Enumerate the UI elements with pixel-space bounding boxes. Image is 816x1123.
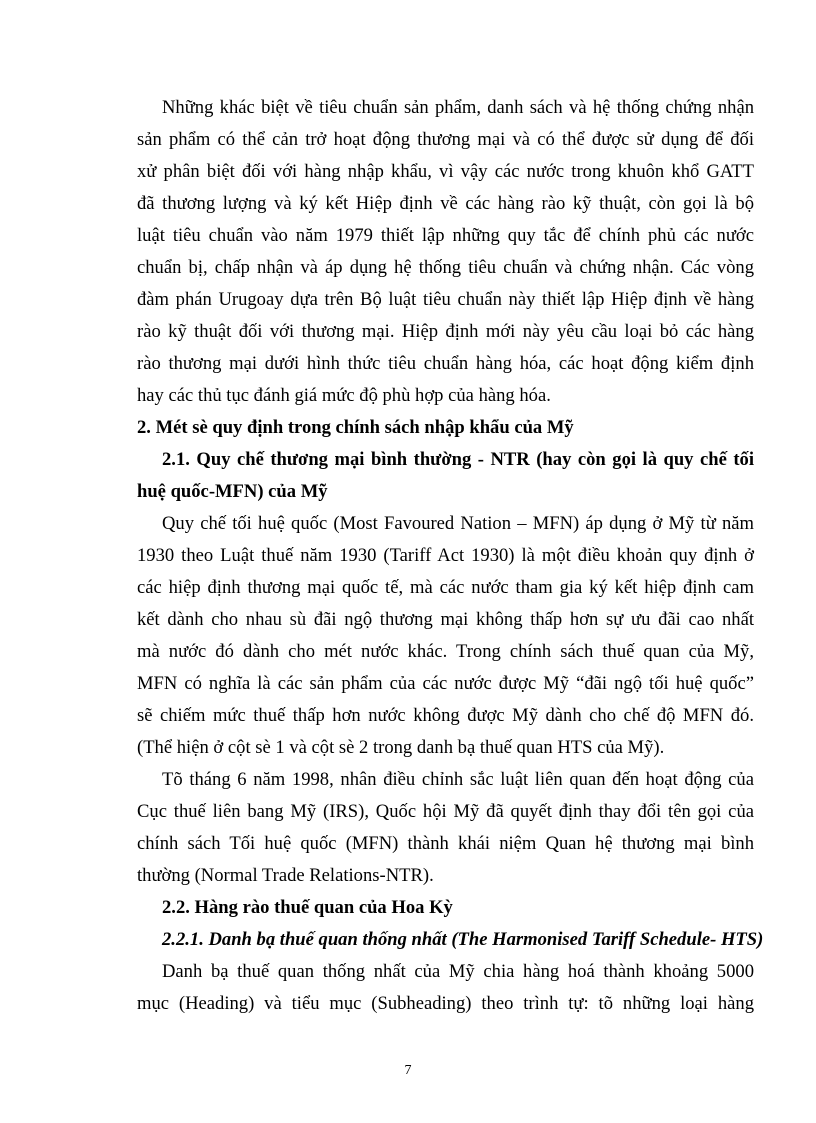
text-line: rào kỹ thuật đối với thương mại. Hiệp định mới này yêu cầu loại bỏ các hàng (137, 321, 754, 342)
text-line: 2.2.1. Danh bạ thuế quan thống nhất (The Harmonised Tariff Schedule- HTS) (162, 929, 764, 950)
text-line: sản phẩm có thể cản trở hoạt động thương mại và có thể được sử dụng để đối (137, 129, 754, 150)
text-line: rào thương mại dưới hình thức tiêu chuẩn hàng hóa, các hoạt động kiểm định (137, 353, 754, 374)
text-line: (Thể hiện ở cột sè 1 và cột sè 2 trong danh bạ thuế quan HTS của Mỹ). (137, 737, 665, 758)
text-line: thường (Normal Trade Relations-NTR). (137, 865, 434, 886)
text-line: mà nước đó dành cho mét nước khác. Trong chính sách thuế quan của Mỹ, (137, 641, 754, 662)
text-line: xử phân biệt đối với hàng nhập khẩu, vì vậy các nước trong khuôn khổ GATT (137, 161, 754, 182)
text-line: chuẩn bị, chấp nhận và áp dụng hệ thống tiêu chuẩn và chứng nhận. Các vòng (137, 257, 754, 278)
text-line: đàm phán Urugoay dựa trên Bộ luật tiêu chuẩn này thiết lập Hiệp định về hàng (137, 289, 754, 310)
text-line: chính sách Tối huệ quốc (MFN) thành khái niệm Quan hệ thương mại bình (137, 833, 754, 854)
text-line: 2.2. Hàng rào thuế quan của Hoa Kỳ (162, 897, 453, 918)
text-line: Quy chế tối huệ quốc (Most Favoured Nation – MFN) áp dụng ở Mỹ từ năm (162, 513, 754, 534)
text-line: 2. Mét sè quy định trong chính sách nhập khẩu của Mỹ (137, 417, 574, 438)
page-number: 7 (404, 1063, 412, 1078)
text-line: đã thương lượng và ký kết Hiệp định về các hàng rào kỹ thuật, còn gọi là bộ (137, 193, 754, 214)
text-line: mục (Heading) và tiểu mục (Subheading) theo trình tự: tõ những loại hàng (137, 993, 754, 1014)
text-line: Tõ tháng 6 năm 1998, nhân điều chỉnh sắc luật liên quan đến hoạt động của (162, 769, 754, 790)
text-line: 1930 theo Luật thuế năm 1930 (Tariff Act 1930) là một điều khoản quy định ở (137, 545, 754, 566)
text-line: Những khác biệt về tiêu chuẩn sản phẩm, danh sách và hệ thống chứng nhận (162, 97, 754, 118)
text-line: huệ quốc-MFN) của Mỹ (137, 481, 328, 502)
text-line: MFN có nghĩa là các sản phẩm của các nước được Mỹ “đãi ngộ tối huệ quốc” (137, 673, 754, 694)
text-line: các hiệp định thương mại quốc tế, mà các nước tham gia ký kết hiệp định cam (137, 577, 754, 598)
text-line: Cục thuế liên bang Mỹ (IRS), Quốc hội Mỹ đã quyết định thay đổi tên gọi của (137, 801, 754, 822)
text-line: luật tiêu chuẩn vào năm 1979 thiết lập những quy tắc để chính phủ các nước (137, 225, 754, 246)
text-line: kết dành cho nhau sù đãi ngộ thương mại không thấp hơn sự ưu đãi cao nhất (137, 609, 754, 630)
text-line: hay các thủ tục đánh giá mức độ phù hợp của hàng hóa. (137, 385, 551, 406)
text-line: Danh bạ thuế quan thống nhất của Mỹ chia hàng hoá thành khoảng 5000 (162, 961, 754, 982)
text-line: sẽ chiếm mức thuế thấp hơn nước không được Mỹ dành cho chế độ MFN đó. (137, 705, 754, 726)
text-line: 2.1. Quy chế thương mại bình thường - NTR (hay còn gọi là quy chế tối (162, 449, 754, 470)
document-body (137, 92, 764, 1020)
